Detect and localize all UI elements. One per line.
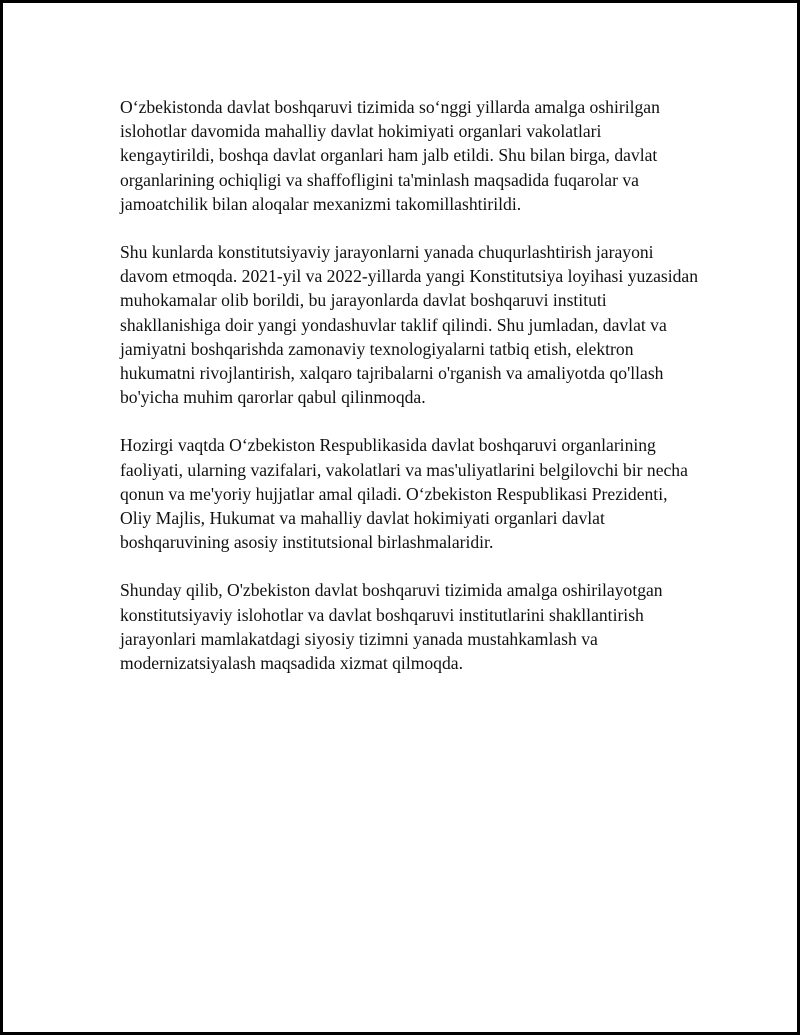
paragraph-3: Hozirgi vaqtda O‘zbekiston Respublikasida davlat boshqaruvi organlarining faoliyati, ularning vazifalari, vakolatlari va mas'uliyatlarini belgilovchi bir necha qonun va me'yoriy hujjatlar amal qiladi. O‘zbekiston Respublikasi Prezidenti, Oliy Majlis, Hukumat va mahalliy davlat hokimiyati organlari davlat boshqaruvining asosiy institutsional birlashmalaridir. xyxy=(120,435,688,553)
paragraph-1: O‘zbekistonda davlat boshqaruvi tizimida so‘nggi yillarda amalga oshirilgan islohotlar davomida mahalliy davlat hokimiyati organlari vakolatlari kengaytirildi, boshqa davlat organlari ham jalb etildi. Shu bilan birga, davlat organlarining ochiqligi va shaffofligini ta'minlash maqsadida fuqarolar va jamoatchilik bilan aloqalar mexanizmi takomillashtirildi. xyxy=(120,97,660,214)
document-body xyxy=(120,95,700,699)
paragraph-2: Shu kunlarda konstitutsiyaviy jarayonlarni yanada chuqurlashtirish jarayoni davom etmoqda. 2021-yil va 2022-yillarda yangi Konstitutsiya loyihasi yuzasidan muhokamalar olib borildi, bu jarayonlarda davlat boshqaruvi instituti shakllanishiga doir yangi yondashuvlar taklif qilindi. Shu jumladan, davlat va jamiyatni boshqarishda zamonaviy texnologiyalarni tatbiq etish, elektron hukumatni rivojlantirish, xalqaro tajribalarni o'rganish va amaliyotda qo'llash bo'yicha muhim qarorlar qabul qilinmoqda. xyxy=(120,242,699,408)
paragraph-4: Shunday qilib, O'zbekiston davlat boshqaruvi tizimida amalga oshirilayotgan konstitutsiyaviy islohotlar va davlat boshqaruvi institutlarini shakllantirish jarayonlari mamlakatdagi siyosiy tizimni yanada mustahkamlash va modernizatsiyalash maqsadida xizmat qilmoqda. xyxy=(120,580,663,674)
